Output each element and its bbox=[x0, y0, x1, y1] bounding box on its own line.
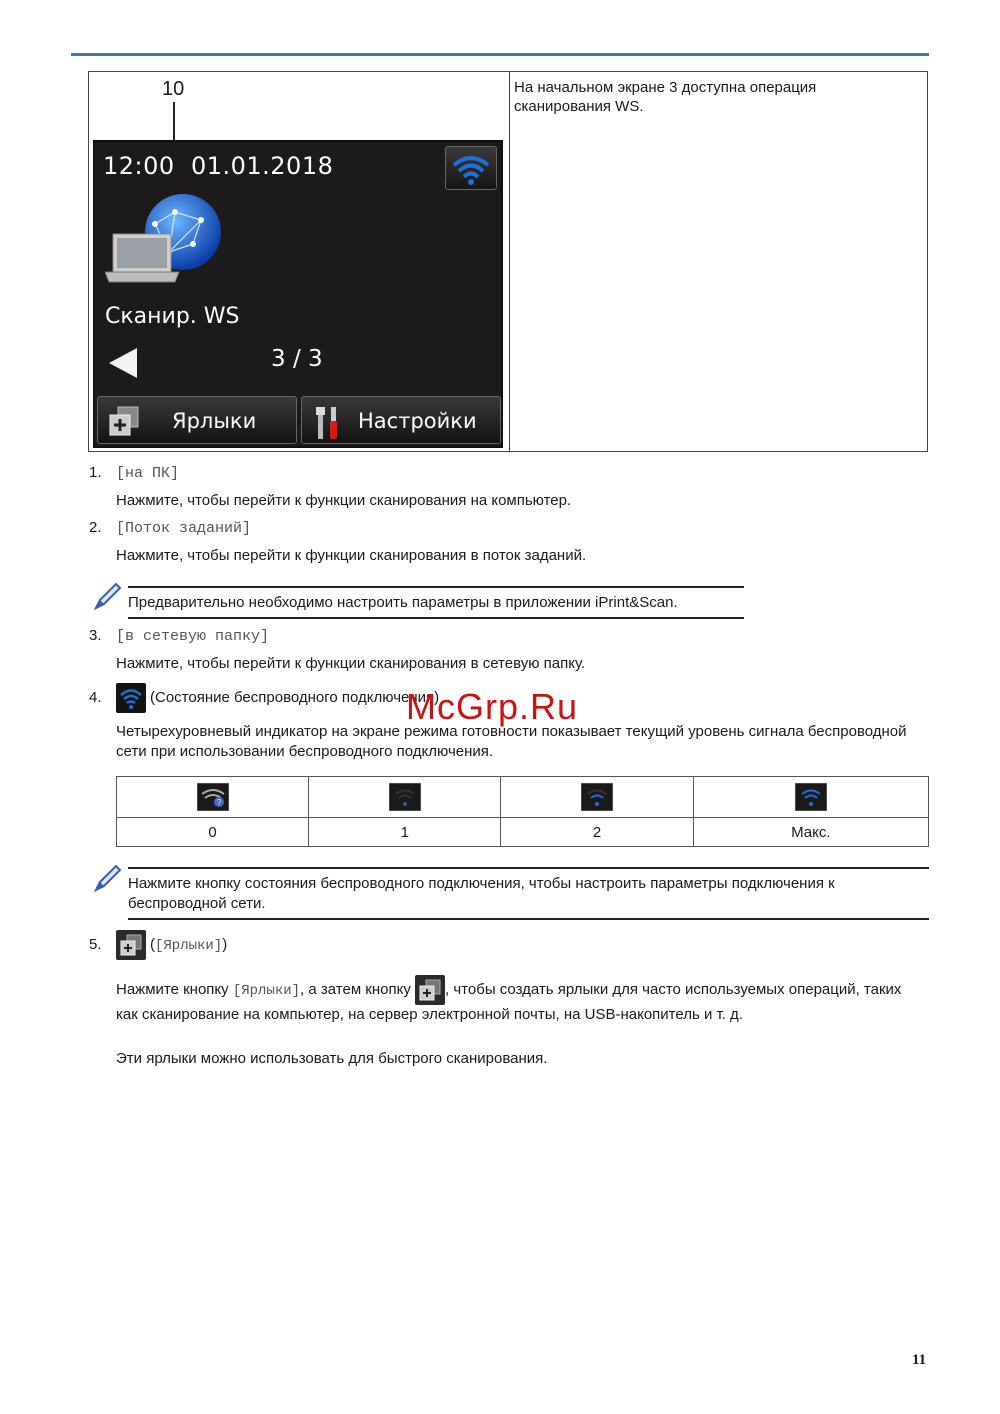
signal-cell-1 bbox=[309, 777, 501, 818]
screen-table bbox=[88, 71, 928, 452]
item-5-number: 5. bbox=[89, 936, 102, 953]
signal-level-table bbox=[116, 776, 929, 847]
signal-value-max: Макс. bbox=[693, 818, 928, 847]
note-2-bottom-rule bbox=[128, 918, 929, 920]
wifi-level-max-icon bbox=[795, 783, 827, 811]
item-5-label: [Ярлыки] bbox=[155, 938, 223, 954]
note-2-top-rule bbox=[128, 867, 929, 869]
table-divider bbox=[509, 72, 510, 451]
item-3-number: 3. bbox=[89, 627, 102, 644]
callout-number: 10 bbox=[162, 78, 185, 100]
settings-button[interactable] bbox=[301, 396, 501, 444]
item-5-btn-ref: [Ярлыки] bbox=[232, 982, 301, 999]
signal-value-1: 1 bbox=[309, 818, 501, 847]
lcd-page-indicator: 3 / 3 bbox=[271, 346, 323, 372]
shortcuts-button[interactable] bbox=[97, 396, 297, 444]
svg-text:?: ? bbox=[216, 798, 221, 807]
header-rule bbox=[71, 53, 929, 56]
item-5-text-c: , чтобы создать ярлыки для часто используемых операций, таких как сканирование на компьютер, на сервер электронной почты, на USB-накопитель и т. д. bbox=[116, 980, 902, 1023]
screen-description: На начальном экране 3 доступна операция сканирования WS. bbox=[514, 79, 817, 115]
lcd-datetime bbox=[103, 152, 333, 180]
signal-value-0: 0 bbox=[117, 818, 309, 847]
note-2-text: Нажмите кнопку состояния беспроводного подключения, чтобы настроить параметры подключения к беспроводной сети. bbox=[128, 875, 835, 912]
signal-cell-max bbox=[693, 777, 928, 818]
item-5-text-d: Эти ярлыки можно использовать для быстрого сканирования. bbox=[116, 1050, 548, 1067]
tools-icon bbox=[312, 405, 344, 441]
lcd-time: 12:00 bbox=[103, 152, 175, 180]
note-1-bottom-rule bbox=[128, 617, 744, 619]
signal-value-2: 2 bbox=[501, 818, 693, 847]
item-4-label: (Состояние беспроводного подключения) bbox=[150, 689, 440, 706]
ws-scan-icon bbox=[105, 194, 227, 286]
item-3-label: [в сетевую папку] bbox=[116, 628, 270, 645]
add-shortcut-icon bbox=[415, 975, 445, 1005]
item-4-number: 4. bbox=[89, 689, 102, 706]
previous-screen-arrow[interactable] bbox=[109, 348, 137, 378]
note-1-top-rule bbox=[128, 586, 744, 588]
item-5-label-wrap: ([Ярлыки]) bbox=[150, 936, 228, 954]
item-1-number: 1. bbox=[89, 464, 102, 481]
item-2-label: [Поток заданий] bbox=[116, 520, 252, 537]
item-5-text-b: , а затем кнопку bbox=[300, 980, 411, 998]
wifi-status-button[interactable] bbox=[445, 146, 497, 190]
item-5-text-a: Нажмите кнопку bbox=[116, 980, 229, 998]
wifi-icon bbox=[446, 147, 496, 189]
settings-label: Настройки bbox=[358, 409, 477, 433]
signal-cell-2 bbox=[501, 777, 693, 818]
wifi-level-1-icon bbox=[389, 783, 421, 811]
lcd-function-label: Сканир. WS bbox=[105, 304, 240, 329]
shortcuts-icon bbox=[108, 405, 140, 437]
item-3-text: Нажмите, чтобы перейти к функции сканирования в сетевую папку. bbox=[116, 655, 586, 672]
shortcuts-label: Ярлыки bbox=[172, 409, 257, 433]
wifi-level-0-icon bbox=[197, 783, 229, 811]
note-1-text: Предварительно необходимо настроить параметры в приложении iPrint&Scan. bbox=[128, 594, 678, 611]
signal-cell-0 bbox=[117, 777, 309, 818]
wifi-status-icon bbox=[116, 683, 146, 713]
item-5-paragraph bbox=[116, 975, 921, 1025]
item-4-text: Четырехуровневый индикатор на экране режима готовности показывает текущий уровень сигнала беспроводной сети при использовании беспроводного подключения. bbox=[116, 723, 907, 760]
item-2-text: Нажмите, чтобы перейти к функции сканирования в поток заданий. bbox=[116, 547, 587, 564]
item-1-text: Нажмите, чтобы перейти к функции сканирования на компьютер. bbox=[116, 492, 572, 509]
item-2-number: 2. bbox=[89, 519, 102, 536]
shortcuts-icon-small bbox=[116, 930, 146, 960]
wifi-level-2-icon bbox=[581, 783, 613, 811]
lcd-screen bbox=[93, 140, 503, 448]
page-number: 11 bbox=[912, 1352, 927, 1368]
pencil-icon bbox=[92, 580, 124, 612]
lcd-date: 01.01.2018 bbox=[190, 152, 334, 180]
item-1-label: [на ПК] bbox=[116, 465, 180, 482]
watermark: McGrp.Ru bbox=[406, 686, 579, 727]
pencil-icon-2 bbox=[92, 862, 124, 894]
